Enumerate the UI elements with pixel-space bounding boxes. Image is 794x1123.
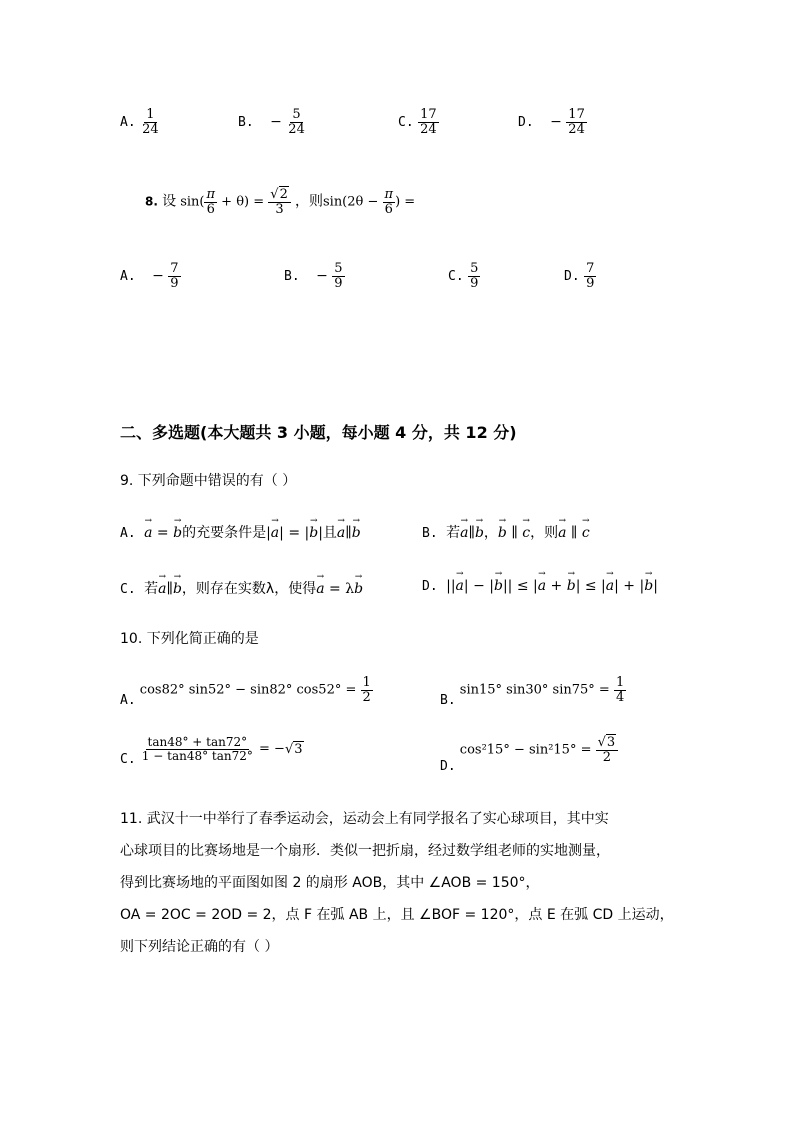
option-label: A.	[120, 526, 136, 541]
option-text: 的充要条件是	[182, 525, 267, 541]
option-label: D.	[440, 758, 456, 774]
option-text: ，则存在实数λ，使得	[181, 581, 317, 597]
numerator: 1	[362, 675, 371, 690]
option-label: B.	[238, 115, 254, 131]
q7-option-c[interactable]	[398, 108, 439, 136]
option-label: D.	[518, 115, 534, 131]
math-expression: → a = → b	[144, 525, 182, 541]
numerator: 1	[615, 675, 625, 690]
denominator: 6	[384, 201, 393, 217]
option-text: ，则	[530, 525, 559, 541]
math-expression: → b ∥ → c	[498, 525, 530, 541]
fraction	[168, 262, 180, 290]
fraction	[614, 676, 626, 704]
option-label: A.	[120, 115, 136, 131]
numerator: √3	[596, 736, 619, 751]
math-text: sin(	[180, 194, 205, 210]
denominator: 3	[275, 201, 284, 217]
denominator: 9	[334, 275, 343, 291]
q9-option-b[interactable]	[422, 522, 590, 542]
math-expression: cos²15° − sin²15° =	[459, 742, 592, 758]
stem-text: ，则	[294, 193, 323, 210]
denominator: 24	[568, 121, 585, 137]
fraction	[332, 262, 344, 290]
denominator: 24	[288, 121, 305, 137]
math-expression: cos82° sin52° − sin82° cos52° =	[139, 682, 357, 698]
q8-stem	[145, 188, 415, 216]
numerator: 5	[470, 261, 479, 276]
fraction	[596, 736, 619, 764]
denominator: 1 − tan48° tan72°	[141, 748, 253, 763]
fraction	[468, 262, 480, 290]
numerator: 7	[170, 261, 179, 276]
sign: −	[270, 114, 282, 131]
q8-option-a[interactable]	[120, 262, 181, 290]
q7-option-d[interactable]	[518, 108, 587, 136]
radicand: 3	[294, 741, 303, 757]
radicand: 2	[279, 187, 288, 202]
fraction	[204, 188, 217, 216]
q10-option-b[interactable]	[440, 675, 626, 708]
numerator: 5	[292, 107, 301, 122]
denominator: 9	[586, 275, 595, 291]
option-text: 且	[322, 525, 337, 541]
numerator: 1	[146, 107, 155, 122]
option-label: C.	[398, 115, 414, 131]
numerator: 17	[568, 107, 585, 122]
fraction	[140, 736, 255, 762]
q10-stem: 10. 下列化简正确的是	[120, 631, 259, 647]
option-label: D.	[422, 579, 438, 594]
q11-line: 得到比赛场地的平面图如图 2 的扇形 AOB，其中 ∠AOB = 150°，	[120, 875, 540, 891]
math-expression: sin15° sin30° sin75° =	[459, 682, 610, 698]
q9-stem: 9. 下列命题中错误的有（ ）	[120, 473, 297, 489]
q11-line: 则下列结论正确的有（ ）	[120, 939, 279, 955]
denominator: 6	[206, 201, 215, 217]
numerator: π	[384, 187, 394, 202]
q9-option-c[interactable]	[120, 578, 363, 598]
option-label: A.	[120, 692, 136, 708]
fraction	[361, 676, 373, 704]
stem-text: 设	[162, 193, 177, 210]
option-label: B.	[422, 526, 438, 541]
denominator: 24	[142, 121, 159, 137]
fraction	[566, 108, 587, 136]
radicand: 3	[606, 735, 616, 750]
numerator: tan48° + tan72°	[147, 735, 248, 749]
q11-line: 心球项目的比赛场地是一个扇形．类似一把折扇，经过数学组老师的实地测量，	[120, 843, 610, 859]
q8-option-b[interactable]	[284, 262, 345, 290]
math-expression: |→ a| = |→ b|	[266, 525, 323, 541]
denominator: 24	[420, 121, 437, 137]
fraction	[140, 108, 161, 136]
q11-line: OA = 2OC = 2OD = 2，点 F 在弧 AB 上，且 ∠BOF = 120°，点 E 在弧 CD 上运动，	[120, 907, 674, 923]
section-heading: 二、多选题(本大题共 3 小题，每小题 4 分，共 12 分)	[120, 423, 517, 442]
option-label: C.	[448, 269, 464, 285]
fraction	[383, 188, 396, 216]
denominator: 9	[470, 275, 479, 291]
q9-option-a[interactable]	[120, 522, 361, 542]
math-expression: → a∥→ b	[337, 525, 361, 541]
option-label: D.	[564, 269, 580, 285]
q11-line: 11. 武汉十一中举行了春季运动会，运动会上有同学报名了实心球项目，其中实	[120, 811, 609, 827]
math-text: = −	[259, 741, 285, 757]
q7-option-b[interactable]	[238, 108, 307, 136]
option-text: 若	[144, 581, 159, 597]
fraction	[268, 188, 291, 216]
option-label: B.	[440, 692, 456, 708]
fraction	[584, 262, 596, 290]
sqrt: √3	[284, 741, 303, 757]
denominator: 4	[615, 689, 625, 705]
math-expression: → a = λ→ b	[316, 581, 363, 597]
q10-option-a[interactable]	[120, 675, 373, 708]
q7-option-a[interactable]	[120, 108, 161, 136]
sign: −	[316, 268, 328, 285]
option-label: C.	[120, 751, 136, 767]
numerator: √2	[268, 188, 291, 203]
sign: −	[152, 268, 164, 285]
math-expression: → a∥→ b	[158, 581, 182, 597]
numerator: π	[206, 187, 216, 202]
option-label: B.	[284, 269, 300, 285]
option-text: 若	[446, 525, 461, 541]
sign: −	[550, 114, 562, 131]
q10-option-d[interactable]	[440, 735, 618, 774]
math-expression: → a ∥ → c	[558, 525, 590, 541]
numerator: 17	[420, 107, 437, 122]
q9-option-d[interactable]	[422, 578, 658, 594]
math-expression: ||→ a| − |→ b|| ≤ |→ a + → b| ≤ |→ a| + |→ b|	[446, 578, 658, 594]
numerator: 5	[334, 261, 343, 276]
math-text: sin(2θ −	[322, 194, 379, 210]
option-label: A.	[120, 269, 136, 285]
numerator: 7	[586, 261, 595, 276]
question-number: 8.	[145, 194, 158, 209]
math-expression: → a∥→ b	[460, 525, 484, 541]
math-text: ) =	[395, 194, 416, 210]
fraction	[286, 108, 307, 136]
q10-option-c[interactable]	[120, 735, 304, 767]
math-text: + θ) =	[221, 194, 265, 210]
denominator: 2	[602, 749, 612, 765]
option-text: ，	[483, 525, 498, 541]
option-label: C.	[120, 582, 136, 597]
fraction	[418, 108, 439, 136]
denominator: 9	[170, 275, 179, 291]
q8-option-d[interactable]	[564, 262, 596, 290]
q8-option-c[interactable]	[448, 262, 480, 290]
denominator: 2	[362, 689, 371, 705]
